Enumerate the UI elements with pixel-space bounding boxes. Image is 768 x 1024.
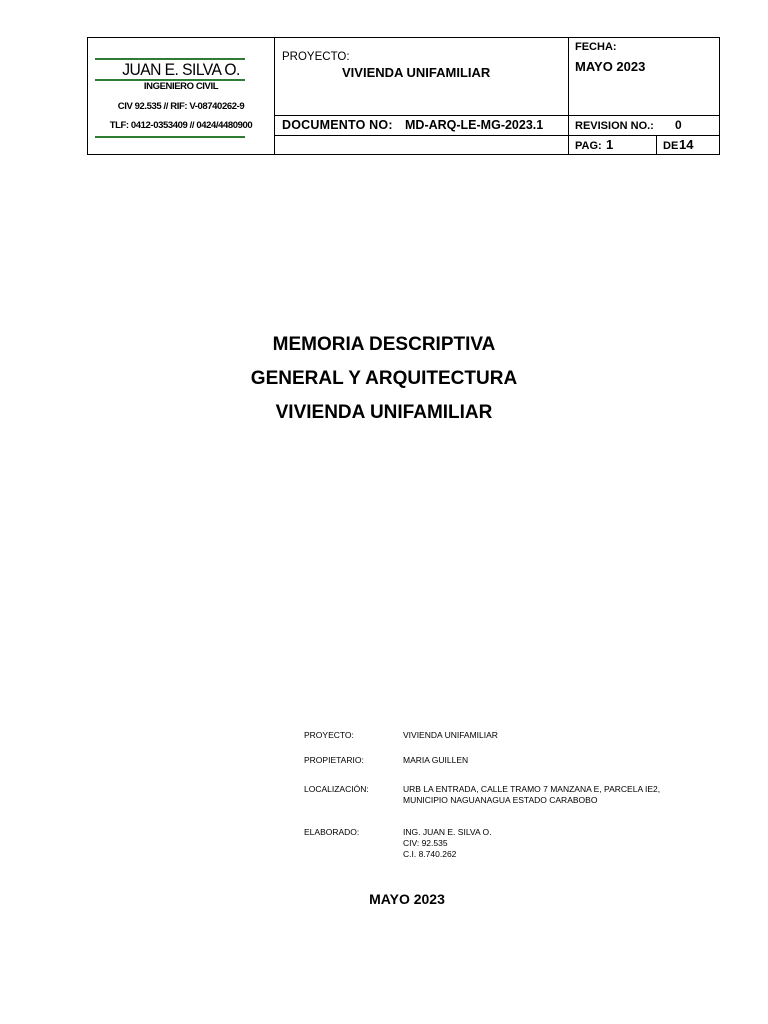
page-of-label: DE <box>663 140 679 152</box>
info-key: PROPIETARIO: <box>304 755 364 765</box>
header-table <box>87 37 720 155</box>
info-row-owner <box>304 755 724 784</box>
info-value <box>403 784 660 806</box>
document-value: MD-ARQ-LE-MG-2023.1 <box>405 118 544 132</box>
company-title: INGENIERO CIVIL <box>143 81 219 92</box>
info-value-line: CIV: 92.535 <box>403 838 448 848</box>
company-phone: TLF: 0412-0353409 // 0424/4480900 <box>109 120 253 131</box>
document-label: DOCUMENTO NO: <box>282 118 393 132</box>
divider <box>656 136 657 154</box>
info-key: PROYECTO: <box>304 730 354 740</box>
info-key: LOCALIZACIÓN: <box>304 784 369 794</box>
title-line-2: GENERAL Y ARQUITECTURA <box>250 368 518 389</box>
date-value: MAYO 2023 <box>575 59 646 74</box>
page-label: PAG: <box>575 140 602 152</box>
page-total: 14 <box>679 137 694 152</box>
info-value: MARIA GUILLEN <box>403 755 469 765</box>
info-value-line: MUNICIPIO NAGUANAGUA ESTADO CARABOBO <box>403 795 598 805</box>
revision-value: 0 <box>675 118 682 132</box>
info-row-project <box>304 730 724 755</box>
info-value-line: ING. JUAN E. SILVA O. <box>403 827 492 837</box>
company-ids: CIV 92.535 // RIF: V-08740262-9 <box>117 101 245 112</box>
title-line-1: MEMORIA DESCRIPTIVA <box>272 334 496 355</box>
info-value <box>403 827 492 860</box>
info-row-location <box>304 784 724 827</box>
info-key: ELABORADO: <box>304 827 360 837</box>
info-value: VIVIENDA UNIFAMILIAR <box>403 730 498 740</box>
divider <box>274 115 720 116</box>
divider <box>568 38 569 154</box>
project-value: VIVIENDA UNIFAMILIAR <box>342 65 491 80</box>
revision-label: REVISION NO.: <box>575 120 654 132</box>
company-name: JUAN E. SILVA O. <box>122 60 240 79</box>
divider <box>274 38 275 154</box>
info-value-line: URB LA ENTRADA, CALLE TRAMO 7 MANZANA E, PARCELA IE2, <box>403 784 661 794</box>
info-row-prepared <box>304 827 724 867</box>
project-label: PROYECTO: <box>282 51 350 63</box>
title-line-3: VIVIENDA UNIFAMILIAR <box>275 402 493 423</box>
document-title <box>0 328 768 430</box>
green-rule <box>95 136 245 138</box>
date-label: FECHA: <box>575 41 617 53</box>
footer-date: MAYO 2023 <box>369 891 445 907</box>
project-info <box>304 730 724 867</box>
divider <box>274 135 720 136</box>
page-value: 1 <box>606 137 614 152</box>
info-value-line: C.I. 8.740.262 <box>403 849 457 859</box>
